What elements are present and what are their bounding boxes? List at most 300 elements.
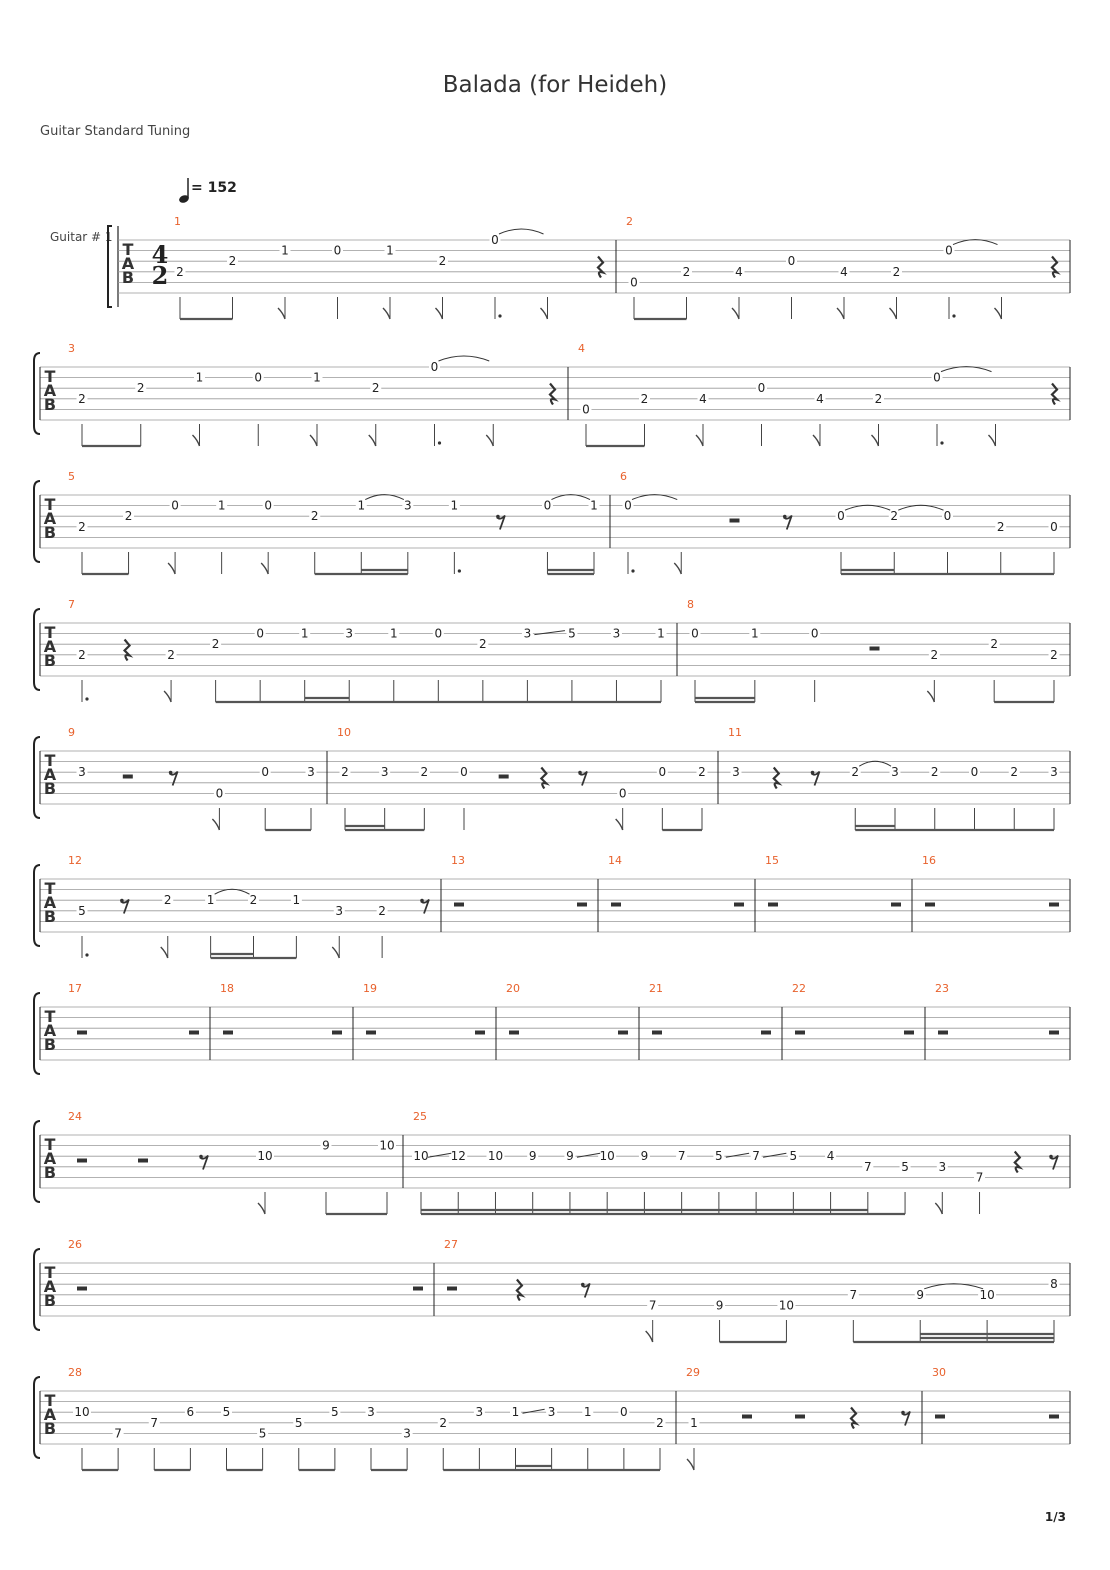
measure-number: 2 xyxy=(626,215,633,228)
note-flag xyxy=(927,691,934,702)
eighth-rest-dot xyxy=(581,1283,585,1287)
fret-number: 1 xyxy=(195,370,204,385)
staff-system xyxy=(108,215,1070,319)
measure-number: 16 xyxy=(922,854,936,867)
half-rest-icon xyxy=(1049,1415,1059,1419)
measure-number: 7 xyxy=(68,598,75,611)
tab-clef-letter: B xyxy=(121,268,135,287)
fret-number: 0 xyxy=(624,498,632,513)
fret-number: 10 xyxy=(979,1287,995,1302)
fret-number: 2 xyxy=(78,519,86,534)
fret-number: 9 xyxy=(715,1298,724,1313)
half-rest-icon xyxy=(509,1031,519,1035)
tab-clef-letter: A xyxy=(43,637,57,656)
fret-number: 10 xyxy=(599,1149,615,1164)
fret-number: 2 xyxy=(438,254,447,269)
half-rest-icon xyxy=(447,1287,457,1291)
measure-1 xyxy=(174,215,603,319)
fret-number: 0 xyxy=(430,360,439,374)
fret-number: 2 xyxy=(167,647,175,662)
measure-24 xyxy=(68,1110,396,1214)
fret-number: 3 xyxy=(938,1159,947,1174)
half-rest-icon xyxy=(734,903,744,907)
note-flag xyxy=(872,435,879,446)
note-flag xyxy=(989,435,996,446)
measure-28 xyxy=(68,1366,666,1470)
measure-26 xyxy=(68,1238,423,1291)
staff-system xyxy=(34,726,1070,830)
measure-number: 28 xyxy=(68,1366,82,1379)
fret-number: 2 xyxy=(136,381,145,396)
fret-number: 2 xyxy=(892,264,901,279)
measure-3 xyxy=(68,342,555,446)
note-flag xyxy=(193,435,200,446)
fret-number: 2 xyxy=(682,264,691,279)
half-rest-icon xyxy=(332,1031,342,1035)
half-rest-icon xyxy=(138,1159,148,1163)
fret-number: 9 xyxy=(916,1287,925,1302)
fret-number: 1 xyxy=(657,626,665,641)
fret-number: 0 xyxy=(620,1405,628,1420)
fret-number: 0 xyxy=(810,626,819,641)
measure-6 xyxy=(620,470,1060,574)
staff-system xyxy=(34,982,1070,1074)
fret-number: 1 xyxy=(386,243,394,258)
duration-dot xyxy=(631,569,634,572)
note-flag xyxy=(732,308,739,319)
fret-number: 2 xyxy=(163,893,172,908)
fret-number: 5 xyxy=(222,1405,231,1420)
tab-clef-letter: T xyxy=(44,367,56,386)
fret-number: 0 xyxy=(171,498,179,513)
duration-dot xyxy=(85,953,88,956)
quarter-rest-icon xyxy=(1052,384,1057,405)
fret-number: 5 xyxy=(901,1159,909,1174)
fret-number: 3 xyxy=(78,765,86,780)
fret-number: 5 xyxy=(294,1415,303,1430)
measure-number: 21 xyxy=(649,982,663,995)
half-rest-icon xyxy=(611,903,621,907)
measure-number: 13 xyxy=(451,854,465,867)
measure-number: 15 xyxy=(765,854,779,867)
note-flag xyxy=(541,308,548,319)
half-rest-icon xyxy=(1049,903,1059,907)
fret-number: 7 xyxy=(677,1149,686,1164)
measure-number: 19 xyxy=(363,982,377,995)
staff-bracket xyxy=(108,226,112,307)
note-flag xyxy=(212,819,219,830)
fret-number: 10 xyxy=(487,1149,504,1164)
staff-bracket xyxy=(34,993,40,1074)
measure-number: 14 xyxy=(608,854,622,867)
fret-number: 4 xyxy=(816,391,824,406)
half-rest-icon xyxy=(77,1031,87,1035)
fret-number: 2 xyxy=(640,391,649,406)
half-rest-icon xyxy=(891,903,901,907)
measure-number: 12 xyxy=(68,854,82,867)
fret-number: 0 xyxy=(261,765,270,780)
fret-number: 4 xyxy=(699,391,707,406)
tab-clef-letter: B xyxy=(43,1291,57,1310)
fret-number: 2 xyxy=(310,509,319,524)
fret-number: 0 xyxy=(333,243,342,258)
fret-number: 2 xyxy=(211,637,220,652)
fret-number: 9 xyxy=(566,1149,574,1164)
fret-number: 3 xyxy=(612,626,621,641)
fret-number: 5 xyxy=(715,1149,723,1164)
note-flag xyxy=(436,308,443,319)
fret-number: 3 xyxy=(475,1405,484,1420)
measure-22 xyxy=(792,982,914,1035)
fret-number: 0 xyxy=(943,509,952,524)
fret-number: 10 xyxy=(778,1298,795,1313)
measure-8 xyxy=(687,598,1060,702)
song-title: Balada (for Heideh) xyxy=(442,72,668,98)
fret-number: 0 xyxy=(264,498,273,513)
note-flag xyxy=(369,435,376,446)
fret-number: 2 xyxy=(1050,647,1058,662)
measure-11 xyxy=(728,726,1060,830)
half-rest-icon xyxy=(795,1031,805,1035)
fret-number: 0 xyxy=(691,626,699,641)
fret-number: 2 xyxy=(420,765,429,780)
tab-clef-letter: T xyxy=(44,879,56,898)
eighth-rest-dot xyxy=(496,515,500,519)
fret-number: 5 xyxy=(78,903,86,918)
staff-bracket xyxy=(34,1121,40,1202)
fret-number: 2 xyxy=(996,519,1005,534)
staff-system xyxy=(34,854,1070,958)
measure-number: 10 xyxy=(337,726,351,739)
measure-number: 22 xyxy=(792,982,806,995)
fret-number: 2 xyxy=(78,647,86,662)
quarter-rest-icon xyxy=(1015,1152,1020,1173)
tab-clef-letter: A xyxy=(43,765,57,784)
measure-number: 11 xyxy=(728,726,742,739)
duration-dot xyxy=(85,697,88,700)
fret-number: 3 xyxy=(732,765,740,780)
tab-clef-letter: A xyxy=(43,1277,57,1296)
eighth-rest-dot xyxy=(169,771,173,775)
tab-clef-letter: A xyxy=(43,893,57,912)
fret-number: 2 xyxy=(851,765,860,780)
measure-number: 9 xyxy=(68,726,75,739)
half-rest-icon xyxy=(730,519,740,523)
tie-arc xyxy=(499,229,544,234)
staff-system xyxy=(34,342,1070,446)
fret-number: 4 xyxy=(826,1149,835,1164)
note-flag xyxy=(258,1203,265,1214)
measure-number: 20 xyxy=(506,982,520,995)
half-rest-icon xyxy=(123,775,133,779)
eighth-rest-dot xyxy=(199,1155,203,1159)
half-rest-icon xyxy=(618,1031,628,1035)
fret-number: 9 xyxy=(322,1138,330,1153)
fret-number: 4 xyxy=(840,264,848,279)
tab-clef-letter: A xyxy=(121,254,135,273)
fret-number: 1 xyxy=(281,243,289,258)
tuning-label: Guitar Standard Tuning xyxy=(40,124,191,139)
tab-clef-letter: A xyxy=(43,1021,57,1040)
duration-dot xyxy=(940,441,943,444)
fret-number: 0 xyxy=(970,765,979,780)
fret-number: 1 xyxy=(313,370,321,385)
fret-number: 7 xyxy=(648,1298,657,1313)
fret-number: 0 xyxy=(434,626,443,641)
measure-30 xyxy=(932,1366,1059,1419)
staff-bracket xyxy=(34,737,40,818)
fret-number: 1 xyxy=(357,498,366,513)
fret-number: 0 xyxy=(787,254,796,269)
fret-number: 5 xyxy=(331,1405,339,1420)
staff-system xyxy=(34,598,1070,702)
fret-number: 5 xyxy=(568,626,576,641)
measure-23 xyxy=(935,982,1059,1035)
fret-number: 0 xyxy=(837,509,845,524)
half-rest-icon xyxy=(413,1287,423,1291)
quarter-rest-icon xyxy=(851,1408,856,1429)
note-flag xyxy=(168,563,175,574)
eighth-rest-dot xyxy=(901,1411,905,1415)
measure-number: 18 xyxy=(220,982,234,995)
fret-number: 0 xyxy=(757,381,766,396)
fret-number: 0 xyxy=(618,786,627,801)
duration-dot xyxy=(438,441,441,444)
slide-line xyxy=(534,631,565,635)
tab-clef-letter: T xyxy=(44,1135,56,1154)
fret-number: 12 xyxy=(450,1149,466,1164)
half-rest-icon xyxy=(652,1031,662,1035)
fret-number: 0 xyxy=(582,402,590,417)
note-flag xyxy=(332,947,339,958)
half-rest-icon xyxy=(577,903,587,907)
half-rest-icon xyxy=(761,1031,771,1035)
fret-number: 3 xyxy=(380,765,389,780)
tab-clef-letter: A xyxy=(43,1149,57,1168)
fret-number: 0 xyxy=(945,243,953,258)
measure-number: 26 xyxy=(68,1238,82,1251)
time-signature-numerator: 4 xyxy=(151,240,169,269)
eighth-rest-dot xyxy=(811,771,815,775)
fret-number: 2 xyxy=(1010,765,1019,780)
tab-clef-letter: B xyxy=(43,779,57,798)
note-flag xyxy=(935,1203,942,1214)
half-rest-icon xyxy=(795,1415,805,1419)
staff-bracket xyxy=(34,481,40,562)
measure-14 xyxy=(608,854,744,907)
staff-bracket xyxy=(34,353,40,434)
note-flag xyxy=(310,435,317,446)
fret-number: 2 xyxy=(371,381,380,396)
fret-number: 2 xyxy=(890,509,899,524)
fret-number: 7 xyxy=(864,1159,872,1174)
note-flag xyxy=(161,947,168,958)
tab-clef-letter: B xyxy=(43,907,57,926)
tab-clef-letter: A xyxy=(43,1405,57,1424)
measure-19 xyxy=(363,982,485,1035)
measure-number: 17 xyxy=(68,982,82,995)
fret-number: 1 xyxy=(690,1415,698,1430)
tab-clef-letter: T xyxy=(44,751,56,770)
measure-21 xyxy=(649,982,771,1035)
fret-number: 9 xyxy=(640,1149,649,1164)
measure-number: 24 xyxy=(68,1110,82,1123)
measure-17 xyxy=(68,982,199,1035)
note-flag xyxy=(486,435,493,446)
fret-number: 6 xyxy=(186,1405,195,1420)
half-rest-icon xyxy=(768,903,778,907)
measure-2 xyxy=(626,215,1057,319)
fret-number: 1 xyxy=(511,1405,520,1420)
staff-system xyxy=(34,470,1070,574)
tab-clef-letter: A xyxy=(43,509,57,528)
measure-13 xyxy=(451,854,587,907)
tempo-value: = 152 xyxy=(191,180,237,196)
fret-number: 2 xyxy=(124,509,133,524)
fret-number: 0 xyxy=(254,370,263,385)
fret-number: 7 xyxy=(752,1149,760,1164)
fret-number: 0 xyxy=(658,765,667,780)
measure-number: 3 xyxy=(68,342,75,355)
fret-number: 2 xyxy=(439,1415,448,1430)
half-rest-icon xyxy=(935,1415,945,1419)
measure-18 xyxy=(220,982,342,1035)
fret-number: 2 xyxy=(479,637,487,652)
duration-dot xyxy=(498,314,501,317)
note-flag xyxy=(837,308,844,319)
note-flag xyxy=(995,308,1002,319)
tie-arc xyxy=(439,356,490,361)
fret-number: 1 xyxy=(590,498,598,513)
tab-clef-letter: T xyxy=(44,495,56,514)
half-rest-icon xyxy=(742,1415,752,1419)
fret-number: 7 xyxy=(114,1426,122,1441)
fret-number: 7 xyxy=(150,1415,159,1430)
fret-number: 3 xyxy=(345,626,354,641)
half-rest-icon xyxy=(475,1031,485,1035)
tab-clef-letter: B xyxy=(43,395,57,414)
measure-12 xyxy=(68,854,429,958)
fret-number: 1 xyxy=(300,626,309,641)
tab-clef-letter: B xyxy=(43,651,57,670)
staff-system xyxy=(34,1110,1070,1214)
measure-10 xyxy=(337,726,708,830)
half-rest-icon xyxy=(938,1031,948,1035)
half-rest-icon xyxy=(1049,1031,1059,1035)
fret-number: 0 xyxy=(491,233,499,247)
measure-9 xyxy=(68,726,317,830)
fret-number: 1 xyxy=(450,498,459,513)
fret-number: 7 xyxy=(975,1170,984,1185)
page-number: 1/3 xyxy=(1044,1510,1066,1524)
tab-clef-letter: B xyxy=(43,1163,57,1182)
fret-number: 3 xyxy=(367,1405,375,1420)
note-flag xyxy=(164,691,171,702)
fret-number: 9 xyxy=(528,1149,537,1164)
measure-5 xyxy=(68,470,600,574)
fret-number: 10 xyxy=(74,1405,90,1420)
tab-clef-letter: A xyxy=(43,381,57,400)
measure-7 xyxy=(68,598,667,702)
fret-number: 1 xyxy=(389,626,398,641)
fret-number: 3 xyxy=(335,903,344,918)
half-rest-icon xyxy=(366,1031,376,1035)
fret-number: 7 xyxy=(849,1287,858,1302)
note-flag xyxy=(813,435,820,446)
fret-number: 10 xyxy=(379,1138,395,1153)
measure-25 xyxy=(412,1110,1058,1214)
eighth-rest-dot xyxy=(578,771,582,775)
fret-number: 0 xyxy=(630,275,638,290)
fret-number: 3 xyxy=(403,1426,411,1441)
measure-27 xyxy=(444,1238,1060,1342)
staff-system xyxy=(34,1366,1070,1470)
fret-number: 2 xyxy=(249,893,258,908)
quarter-rest-icon xyxy=(1052,257,1057,278)
quarter-rest-icon xyxy=(125,640,130,661)
quarter-rest-icon xyxy=(517,1280,522,1301)
note-flag xyxy=(674,563,681,574)
fret-number: 0 xyxy=(460,765,468,780)
fret-number: 3 xyxy=(403,498,412,513)
tab-clef-letter: B xyxy=(43,1419,57,1438)
staff-system xyxy=(34,1238,1070,1342)
note-flag xyxy=(646,1331,653,1342)
half-rest-icon xyxy=(454,903,464,907)
eighth-rest-dot xyxy=(120,899,124,903)
fret-number: 2 xyxy=(874,391,883,406)
measure-number: 27 xyxy=(444,1238,458,1251)
tab-clef-letter: T xyxy=(44,623,56,642)
tab-clef-letter: T xyxy=(122,240,134,259)
measure-number: 6 xyxy=(620,470,627,483)
fret-number: 3 xyxy=(547,1405,556,1420)
tab-clef-letter: T xyxy=(44,1007,56,1026)
fret-number: 2 xyxy=(378,903,386,918)
measure-number: 4 xyxy=(578,342,585,355)
fret-number: 2 xyxy=(930,647,939,662)
half-rest-icon xyxy=(925,903,935,907)
quarter-rest-icon xyxy=(541,768,546,789)
note-flag xyxy=(278,308,285,319)
time-signature-denominator: 2 xyxy=(151,261,169,290)
note-flag xyxy=(383,308,390,319)
fret-number: 3 xyxy=(307,765,315,780)
note-flag xyxy=(261,563,268,574)
staff-bracket xyxy=(34,609,40,690)
fret-number: 2 xyxy=(78,391,86,406)
note-flag xyxy=(687,1459,694,1470)
quarter-rest-icon xyxy=(598,257,603,278)
half-rest-icon xyxy=(223,1031,233,1035)
measure-number: 23 xyxy=(935,982,949,995)
measure-20 xyxy=(506,982,628,1035)
quarter-rest-icon xyxy=(774,768,779,789)
measure-number: 8 xyxy=(687,598,694,611)
measure-16 xyxy=(922,854,1059,907)
measure-number: 5 xyxy=(68,470,75,483)
measure-29 xyxy=(686,1366,910,1470)
fret-number: 1 xyxy=(751,626,759,641)
fret-number: 10 xyxy=(257,1149,273,1164)
half-rest-icon xyxy=(904,1031,914,1035)
fret-number: 2 xyxy=(176,264,184,279)
fret-number: 2 xyxy=(656,1415,664,1430)
half-rest-icon xyxy=(499,775,509,779)
track-name: Guitar # 1 xyxy=(50,230,113,244)
fret-number: 0 xyxy=(933,370,941,385)
staff-bracket xyxy=(34,865,40,946)
